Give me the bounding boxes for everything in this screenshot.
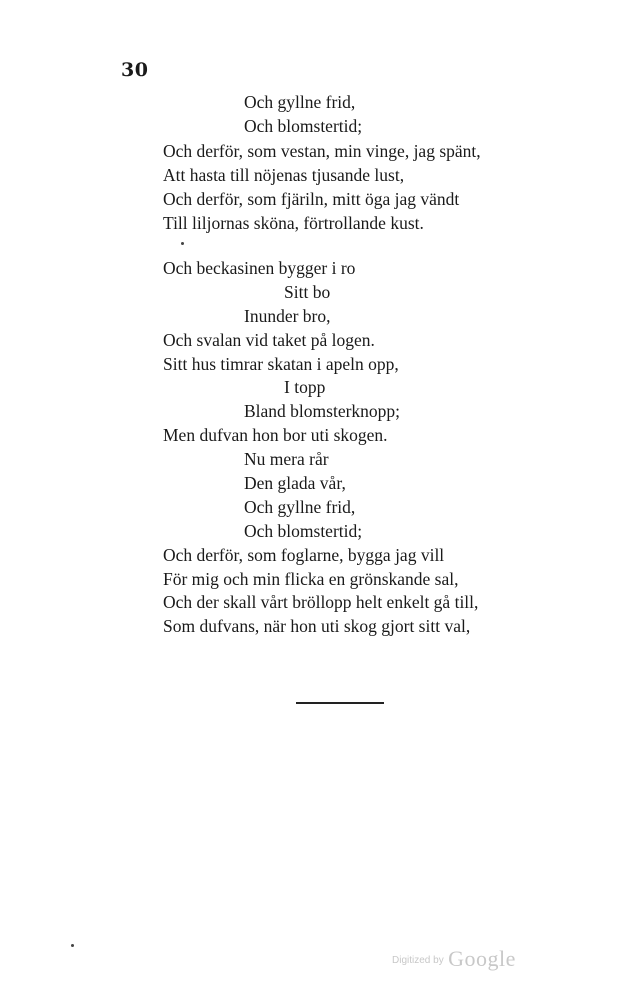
poem-line: I topp [284,377,326,397]
poem-line: För mig och min flicka en grönskande sal, [163,569,459,589]
poem-line: Och derför, som fjäriln, mitt öga jag vändt [163,189,460,209]
poem-line: Och svalan vid taket på logen. [163,330,375,350]
poem-line: Och beckasinen bygger i ro [163,258,356,278]
page-number: 30 [121,59,149,81]
ink-speck [71,944,74,947]
digitized-watermark [392,946,516,972]
poem-line: Inunder bro, [244,306,331,326]
section-divider [296,702,384,704]
poem-line: Och gyllne frid, [244,497,356,517]
ink-speck [181,242,184,245]
poem-line: Att hasta till nöjenas tjusande lust, [163,165,405,185]
poem-line: Och derför, som foglarne, bygga jag vill [163,545,445,565]
poem-line: Och derför, som vestan, min vinge, jag spänt, [163,141,481,161]
poem-line: Och blomstertid; [244,116,363,136]
poem-line: Som dufvans, när hon uti skog gjort sitt val, [163,616,471,636]
poem-line: Den glada vår, [244,473,346,493]
poem-line: Och blomstertid; [244,521,363,541]
poem-line: Och gyllne frid, [244,92,356,112]
watermark-brand: Google [448,946,516,971]
poem-line: Bland blomsterknopp; [244,401,401,421]
poem-line: Sitt hus timrar skatan i apeln opp, [163,354,399,374]
poem-line: Till liljornas sköna, förtrollande kust. [163,213,424,233]
poem-line: Och der skall vårt bröllopp helt enkelt gå till, [163,592,479,612]
poem-line: Men dufvan hon bor uti skogen. [163,425,388,445]
poem-line: Sitt bo [284,282,331,302]
watermark-prefix: Digitized by [392,955,444,966]
poem-line: Nu mera rår [244,449,329,469]
